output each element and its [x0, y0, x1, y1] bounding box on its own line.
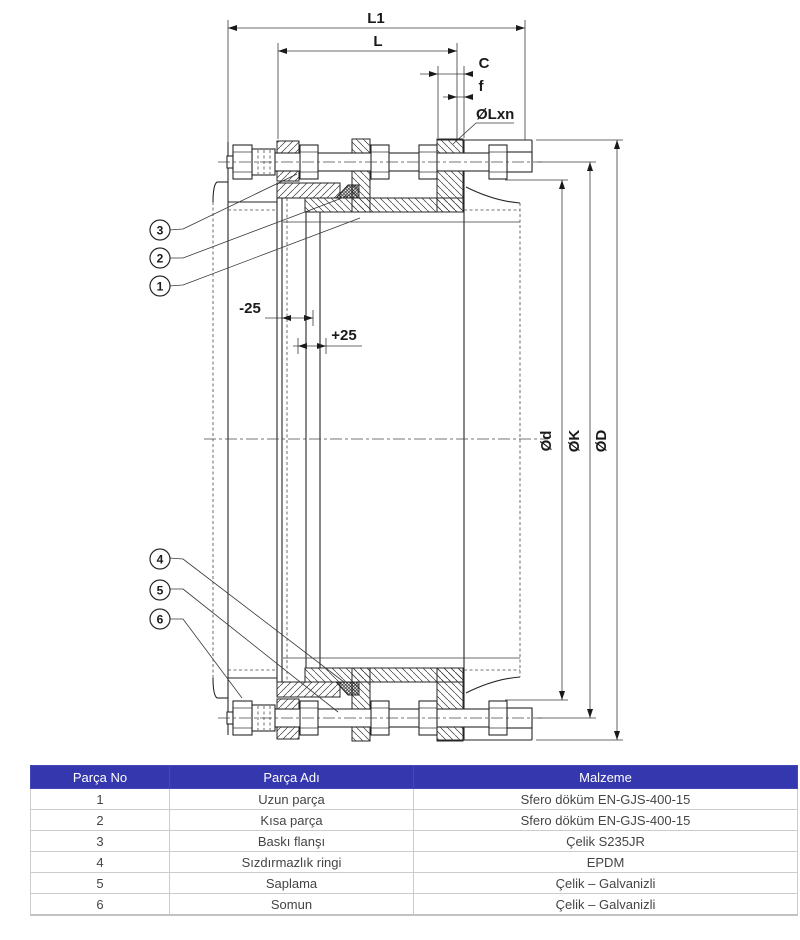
- cell-part-no: 4: [31, 852, 170, 873]
- table-row: [31, 810, 798, 831]
- callout-number-4: 4: [156, 552, 164, 567]
- dim-OLxn: [453, 106, 514, 144]
- table-row: [31, 852, 798, 873]
- col-header-malzeme: Malzeme: [414, 766, 798, 789]
- cell-part-name: Uzun parça: [170, 789, 414, 810]
- table-row: [31, 873, 798, 894]
- dim-label-Od: Ød: [538, 430, 555, 452]
- cell-material: EPDM: [414, 852, 798, 873]
- cell-part-no: 1: [31, 789, 170, 810]
- col-header-parca-adi: Parça Adı: [170, 766, 414, 789]
- table-row: [31, 831, 798, 852]
- callout-number-2: 2: [156, 251, 164, 266]
- cell-part-name: Somun: [170, 894, 414, 916]
- cell-part-name: Baskı flanşı: [170, 831, 414, 852]
- cell-part-no: 5: [31, 873, 170, 894]
- dim-label-OD: ØD: [593, 429, 610, 453]
- callout-balloon-2: [150, 248, 170, 268]
- callout-balloon-1: [150, 276, 170, 296]
- dim-label-OK: ØK: [566, 429, 583, 453]
- dim-L1: [228, 10, 525, 31]
- dim-plus25: [293, 327, 362, 349]
- cell-material: Sfero döküm EN-GJS-400-15: [414, 789, 798, 810]
- dim-label-minus25: -25: [239, 300, 261, 317]
- cell-part-no: 2: [31, 810, 170, 831]
- cell-material: Çelik – Galvanizli: [414, 894, 798, 916]
- dim-label-L1: L1: [367, 10, 385, 27]
- callout-number-3: 3: [156, 223, 164, 238]
- cell-part-no: 6: [31, 894, 170, 916]
- cell-material: Çelik S235JR: [414, 831, 798, 852]
- parts-table-header-row: [31, 766, 798, 789]
- cell-part-no: 3: [31, 831, 170, 852]
- dim-C: [420, 55, 490, 77]
- centerlines: [204, 162, 548, 718]
- dim-label-f: f: [478, 78, 484, 95]
- callout-number-5: 5: [156, 583, 164, 598]
- sectioned-parts: [277, 139, 463, 741]
- dim-Od: [538, 180, 565, 700]
- cell-part-name: Saplama: [170, 873, 414, 894]
- callout-number-1: 1: [156, 279, 164, 294]
- callout-balloon-6: [150, 609, 170, 629]
- dim-label-OLxn: ØLxn: [476, 106, 515, 123]
- dim-L: [278, 33, 457, 54]
- table-row: [31, 894, 798, 916]
- callouts: [150, 174, 360, 712]
- parts-table: [30, 765, 798, 916]
- dim-label-C: C: [478, 55, 490, 72]
- table-row: [31, 789, 798, 810]
- callout-balloon-3: [150, 220, 170, 240]
- cell-material: Çelik – Galvanizli: [414, 873, 798, 894]
- cell-part-name: Kısa parça: [170, 810, 414, 831]
- callout-number-6: 6: [156, 612, 164, 627]
- dim-minus25: [239, 300, 313, 321]
- cell-material: Sfero döküm EN-GJS-400-15: [414, 810, 798, 831]
- dim-OK: [566, 162, 593, 718]
- joint-body: [213, 140, 532, 740]
- cell-part-name: Sızdırmazlık ringi: [170, 852, 414, 873]
- callout-balloon-5: [150, 580, 170, 600]
- dim-OD: [593, 140, 620, 740]
- dim-label-L: L: [373, 33, 383, 50]
- col-header-parca-no: Parça No: [31, 766, 170, 789]
- callout-balloon-4: [150, 549, 170, 569]
- dim-label-plus25: +25: [331, 327, 357, 344]
